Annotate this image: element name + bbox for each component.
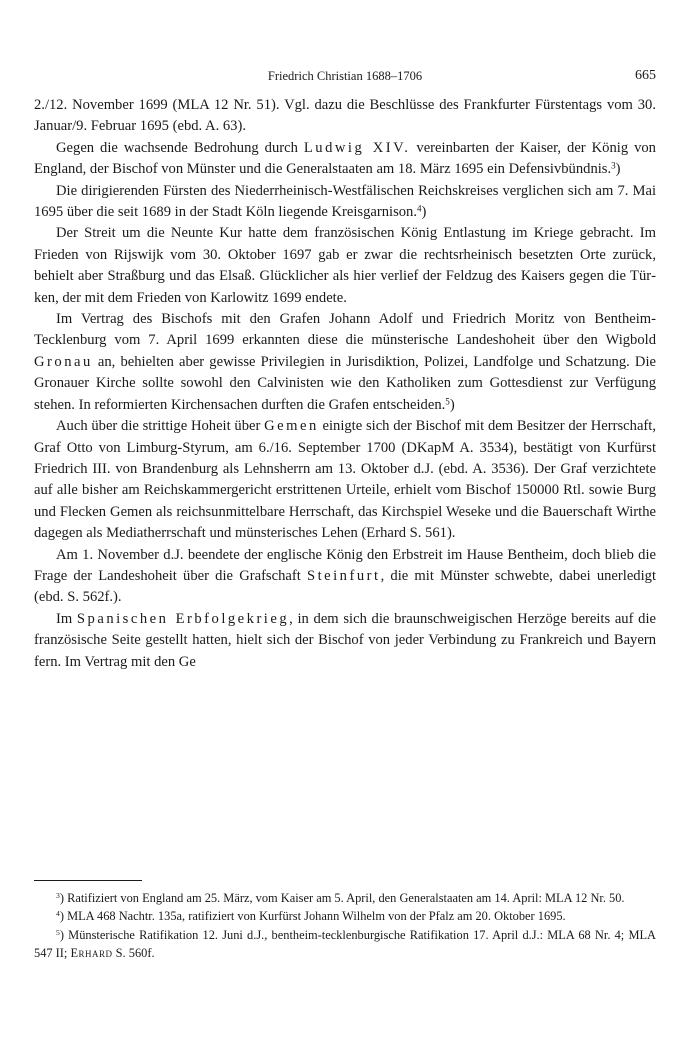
footnotes xyxy=(34,889,656,963)
emphasis-spaced: Ludwig XIV. xyxy=(303,139,411,156)
author-name: Erhard xyxy=(70,946,113,961)
footnote-ref-4[interactable]: 4 xyxy=(417,203,422,214)
footnote-ref-paren: ) xyxy=(421,204,427,221)
text-segment: Die dirigierenden Fürsten des Niederrheinisch-Westfälischen Reichskreises verglichen sich am 7. Mai 1695 über die seit 1689 in der Stadt Köln liegende Kreisgarnison. xyxy=(34,182,656,221)
text-segment: , in dem sich die braunschweigischen Herzöge bereits auf die französische Seite gestellt hatten, hielt sich der Bischof von jeder Verbindung zu Frankreich und Bayern fern. Im Vertrag mit den Ge xyxy=(34,610,656,670)
paragraph-5 xyxy=(34,309,656,416)
emphasis-spaced: Spanischen Erbfolgekrieg xyxy=(76,610,290,627)
footnote-ref-5[interactable]: 5 xyxy=(445,396,450,407)
footnote-4: $^4$) MLA 468 Nachtr. 135a, ratifiziert von Kurfürst Johann Wilhelm von der Pfalz am 20. Oktober 1695. xyxy=(56,909,566,924)
running-head xyxy=(34,66,656,86)
footnote-text: S. 560f. xyxy=(112,946,155,961)
running-title: Friedrich Christian 1688–1706 xyxy=(267,69,423,83)
footnote-ref-paren: ) xyxy=(615,161,621,178)
page-number: 665 xyxy=(635,68,656,83)
text-segment: Im Vertrag des Bischofs mit den Grafen Johann Adolf und Friedrich Moritz von Bentheim-Tecklenburg vom 7. April 1699 erkannten diese die münsterische Landeshoheit über den Wigbold xyxy=(34,311,656,349)
footnote-mark-3: 3 xyxy=(56,891,60,901)
paragraph-2 xyxy=(34,138,656,181)
footnote-divider xyxy=(34,880,142,881)
text-segment: Im xyxy=(56,610,77,627)
text-segment: vereinbarten der Kaiser, der König von England, der Bischof von Münster und die Generalstaaten am 18. März 1695 ein Defensivbündnis. xyxy=(34,139,656,178)
paragraph-8 xyxy=(34,609,656,673)
text-segment: , die mit Münster schwebte, dabei unerledigt (ebd. S. 562f.). xyxy=(34,567,657,606)
book-page xyxy=(34,0,656,1048)
text-segment: Gegen die wachsende Bedrohung durch xyxy=(56,139,304,156)
text-segment: an, behielten aber gewisse Privilegien in Jurisdiktion, Polizei, Landfolge und Schatzung. Die Gronauer Kirche sollte sowohl den Calvinisten wie den Katholiken zum Gottesdienst zur Verfügung stehen. In reformierten Kirchensachen durften die Grafen entscheiden. xyxy=(34,353,656,413)
footnote-text: Ratifiziert von England am 25. März, vom Kaiser am 5. April, den Generalstaaten am 14. April: MLA 12 Nr. 50. xyxy=(67,891,625,905)
text-segment: Am 1. November d.J. beendete der englische König den Erbstreit im Hause Bentheim, doch blieb die Frage der Landeshoheit über die Grafschaft xyxy=(34,546,656,584)
footnote-mark-5: 5 xyxy=(56,927,60,937)
emphasis-spaced: Steinfurt xyxy=(306,567,381,584)
footnote-text: MLA 468 Nachtr. 135a, ratifiziert von Kurfürst Johann Wilhelm von der Pfalz am 20. Oktober 1695. xyxy=(67,909,566,924)
footnote-ref-3[interactable]: 3 xyxy=(611,160,616,171)
body-text xyxy=(34,95,656,673)
footnote-5: $^5$) Münsterische Ratifikation 12. Juni d.J., bentheim-tecklenburgische Ratifikation 17. April d.J.: MLA 68 Nr. 4; MLA 547 II; Erhard S. 560f. xyxy=(34,927,656,961)
paragraph-1: 2./12. November 1699 (MLA 12 Nr. 51). Vgl. dazu die Beschlüsse des Frankfurter Fürstentags vom 30. Januar/9. Februar 1695 (ebd. A. 63). xyxy=(34,97,656,135)
footnote-ref-paren: ) xyxy=(449,396,455,413)
footnote-3: $^3$) Ratifiziert von England am 25. März, vom Kaiser am 5. April, den Generalstaaten am 14. April: MLA 12 Nr. 50. xyxy=(56,891,625,905)
paragraph-3 xyxy=(34,181,656,224)
paragraph-4: Der Streit um die Neunte Kur hatte dem französischen König Entlastung im Kriege gebracht. Im Frieden von Rijswijk vom 30. Oktober 1697 gab er zwar die rechtsrheinisch besetzten Orte zurück, behielt aber Straßburg und das Elsaß. Glücklicher als hier verlief der Feldzug des Kaisers gegen die Türken, der mit dem Frieden von Karlowitz 1699 endete. xyxy=(34,225,656,306)
paragraph-7 xyxy=(34,545,656,609)
emphasis-spaced: Gronau xyxy=(34,353,93,370)
emphasis-spaced: Gemen xyxy=(264,418,319,435)
text-segment: einigte sich der Bischof mit dem Besitzer der Herrschaft, Graf Otto von Limburg-Styrum, am 6./16. September 1700 (DKapM A. 3534), bestätigt von Kurfürst Friedrich III. von Brandenburg als Lehnsherrn am 13. Oktober d.J. (ebd. A. 3536). Der Graf verzichtete auf alle bisher am Reichskammergericht erstrittenen Urteile, erhielt vom Bischof 150000 Rtl. sowie Burg und Flecken Gemen als reichsunmittelbare Herrschaft, das Kirchspiel Weseke und die Bauerschaft Wirthe dagegen als Mediatherrschaft und münsterisches Lehen (Erhard S. 561). xyxy=(34,418,656,542)
paragraph-6 xyxy=(34,416,656,544)
text-segment: Auch über die strittige Hoheit über xyxy=(56,418,265,435)
footnote-mark-4: 4 xyxy=(56,909,60,919)
footnote-text: Münsterische Ratifikation 12. Juni d.J., bentheim-tecklenburgische Ratifikation 17. April d.J.: MLA 68 Nr. 4; MLA 547 II; xyxy=(34,927,656,961)
